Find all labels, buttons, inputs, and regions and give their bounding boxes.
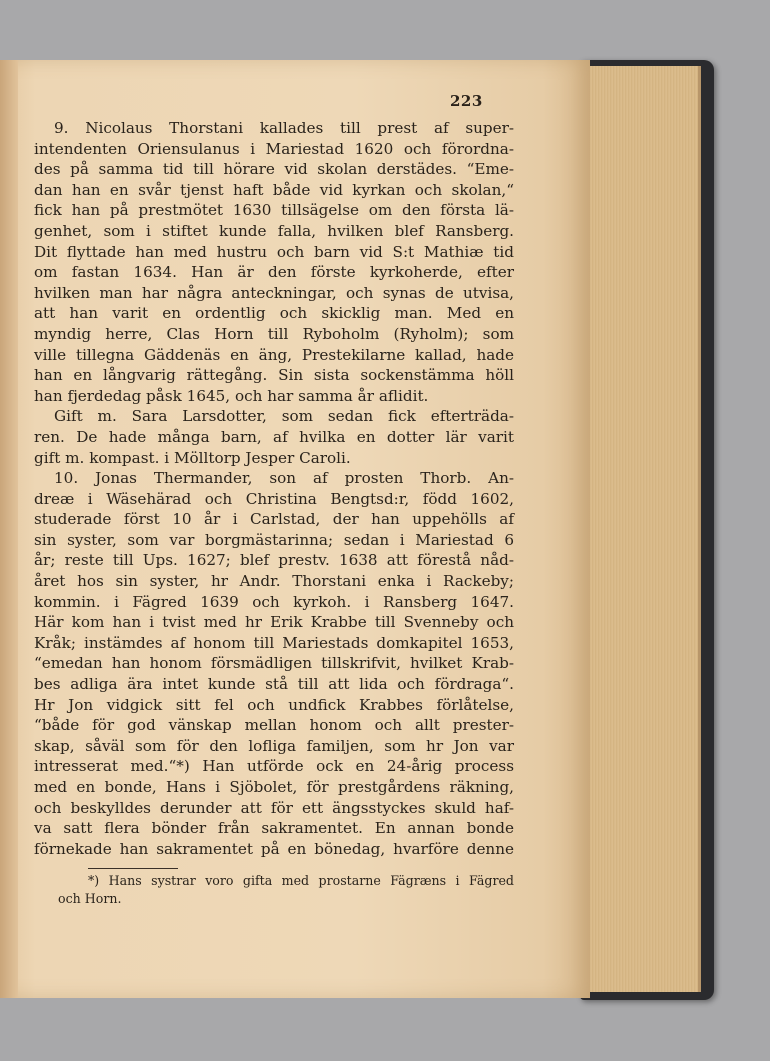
text-line: dreæ i Wäsehärad och Christina Bengtsd:r, född 1602, — [34, 489, 514, 508]
footnote — [58, 872, 514, 908]
text-line: Kråk; instämdes af honom till Mariestads domkapitel 1653, — [34, 633, 514, 652]
text-line: om fastan 1634. Han är den förste kyrkoherde, efter — [34, 263, 514, 282]
text-line: ren. De hade många barn, af hvilka en dotter lär varit — [34, 427, 514, 446]
text-line: år; reste till Ups. 1627; blef prestv. 1638 att förestå nåd- — [34, 551, 514, 570]
text-line: genhet, som i stiftet kunde falla, hvilken blef Ransberg. — [34, 221, 514, 240]
text-line: fick han på prestmötet 1630 tillsägelse om den första lä- — [34, 201, 514, 220]
text-line: Hr Jon vidgick sitt fel och undfick Krabbes förlåtelse, — [34, 695, 514, 714]
text-line: gift m. kompast. i Mölltorp Jesper Caroli. — [34, 448, 351, 467]
text-line: Här kom han i tvist med hr Erik Krabbe till Svenneby och — [34, 613, 514, 632]
page-edges — [580, 66, 701, 992]
text-line: “emedan han honom försmädligen tillskrifvit, hvilket Krab- — [34, 654, 514, 673]
footnote-rule — [88, 868, 178, 869]
text-line: och beskylldes derunder att för ett ängsstyckes skuld haf- — [34, 798, 514, 817]
page-number: 223 — [450, 92, 483, 110]
text-line: dan han en svår tjenst haft både vid kyrkan och skolan,“ — [34, 180, 514, 199]
text-line: “både för god vänskap mellan honom och allt prester- — [34, 716, 514, 735]
footnote-line: *) Hans systrar voro gifta med prostarne Fägræns i Fägred — [88, 873, 514, 888]
text-line: bes adliga ära intet kunde stå till att lida och fördraga“. — [34, 675, 514, 694]
text-line: 10. Jonas Thermander, son af prosten Thorb. An- — [54, 469, 514, 488]
text-line: ville tillegna Gäddenäs en äng, Prestekilarne kallad, hade — [34, 345, 514, 364]
text-line: des på samma tid till hörare vid skolan derstädes. “Eme- — [34, 160, 514, 179]
text-line: va satt flera bönder från sakramentet. En annan bonde — [34, 819, 514, 838]
text-line: myndig herre, Clas Horn till Ryboholm (Ryholm); som — [34, 324, 514, 343]
text-line: hvilken man har några anteckningar, och synas de utvisa, — [34, 283, 514, 302]
footnote-line: och Horn. — [58, 891, 122, 906]
text-line: kommin. i Fägred 1639 och kyrkoh. i Ransberg 1647. — [34, 592, 514, 611]
text-line: intendenten Oriensulanus i Mariestad 1620 och förordna- — [34, 139, 514, 158]
text-line: året hos sin syster, hr Andr. Thorstani enka i Rackeby; — [34, 572, 514, 591]
text-line: sin syster, som var borgmästarinna; sedan i Mariestad 6 — [34, 530, 514, 549]
text-line: intresserat med.“*) Han utförde ock en 24-årig process — [34, 757, 514, 776]
body-text — [34, 118, 514, 859]
text-line: förnekade han sakramentet på en bönedag, hvarföre denne — [34, 839, 514, 858]
page-gutter — [0, 60, 18, 998]
text-line: han fjerdedag påsk 1645, och har samma år aflidit. — [34, 386, 429, 405]
text-line: att han varit en ordentlig och skicklig man. Med en — [34, 304, 514, 323]
text-line: 9. Nicolaus Thorstani kallades till prest af super- — [54, 119, 514, 137]
text-line: med en bonde, Hans i Sjöbolet, för prestgårdens räkning, — [34, 778, 514, 796]
text-line: han en långvarig rättegång. Sin sista sockenstämma höll — [34, 366, 514, 385]
text-line: skap, såväl som för den lofliga familjen, som hr Jon var — [34, 736, 514, 755]
text-line: studerade först 10 år i Carlstad, der han uppehölls af — [34, 510, 514, 529]
text-line: Dit flyttade han med hustru och barn vid S:t Mathiæ tid — [34, 242, 514, 261]
text-line: Gift m. Sara Larsdotter, som sedan fick efterträda- — [54, 407, 514, 426]
